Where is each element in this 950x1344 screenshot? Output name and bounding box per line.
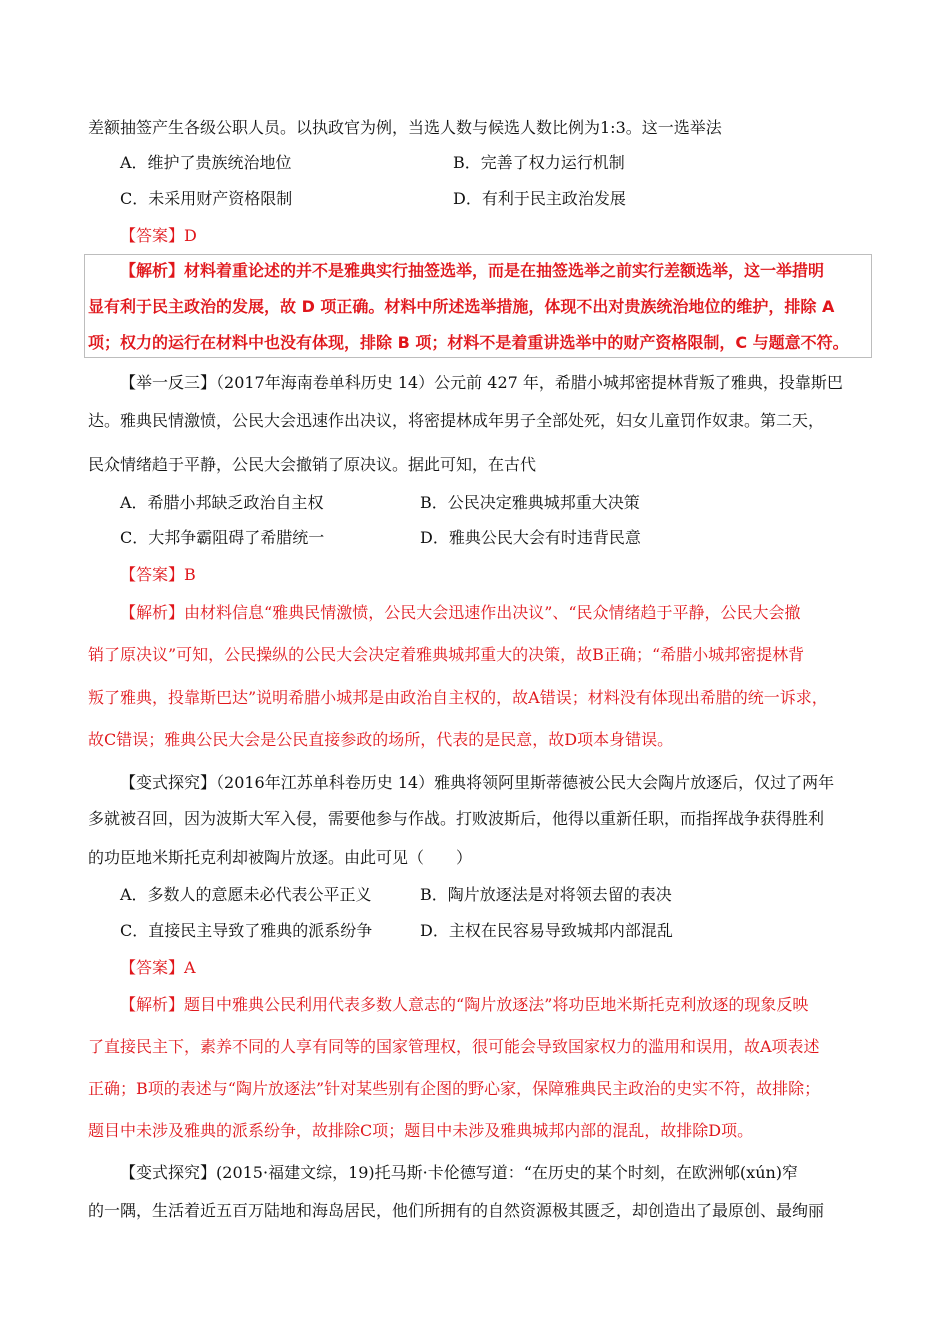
q2-analysis-line-3: 叛了雅典，投靠斯巴达”说明希腊小城邦是由政治自主权的，故A错误；材料没有体现出希腊的统一诉求， [88, 688, 828, 707]
q2-stem-line-2: 达。雅典民情激愤，公民大会迅速作出决议，将密提林成年男子全部处死，妇女儿童罚作奴隶。第二天， [88, 411, 825, 430]
q3-stem-line-2: 多就被召回，因为波斯大军入侵，需要他参与作战。打败波斯后，他得以重新任职，而指挥战争获得胜利 [88, 809, 825, 828]
q2-option-a: A．希腊小邦缺乏政治自主权 [120, 493, 324, 512]
q3-analysis-line-1: 【解析】题目中雅典公民利用代表多数人意志的“陶片放逐法”将功臣地米斯托克利放逐的现象反映 [120, 995, 809, 1014]
q2-stem-line-3: 民众情绪趋于平静，公民大会撤销了原决议。据此可知，在古代 [88, 455, 537, 474]
q4-stem-line-2: 的一隅，生活着近五百万陆地和海岛居民，他们所拥有的自然资源极其匮乏，却创造出了最原创、最绚丽 [88, 1201, 825, 1220]
q3-answer: 【答案】A [120, 958, 196, 977]
q4-stem-line-1: 【变式探究】(2015·福建文综，19)托马斯·卡伦德写道：“在历史的某个时刻，在欧洲郇(xún)窄 [120, 1163, 799, 1182]
q1-option-a: A．维护了贵族统治地位 [120, 153, 292, 172]
q2-option-c: C．大邦争霸阻碍了希腊统一 [120, 528, 325, 547]
q2-answer: 【答案】B [120, 565, 196, 584]
q1-stem: 差额抽签产生各级公职人员。以执政官为例，当选人数与候选人数比例为1:3。这一选举法 [88, 118, 722, 137]
q2-option-b: B．公民决定雅典城邦重大决策 [420, 493, 640, 512]
q1-analysis-line-1: 【解析】材料着重论述的并不是雅典实行抽签选举，而是在抽签选举之前实行差额选举，这一举措明 [120, 261, 825, 280]
q3-option-a: A．多数人的意愿未必代表公平正义 [120, 885, 372, 904]
q2-stem-line-1: 【举一反三】（2017年海南卷单科历史 14）公元前 427 年，希腊小城邦密提林背叛了雅典，投靠斯巴 [120, 373, 843, 392]
q3-analysis-line-2: 了直接民主下，素养不同的人享有同等的国家管理权，很可能会导致国家权力的滥用和误用，故A项表述 [88, 1037, 820, 1056]
q2-analysis-line-2: 销了原决议”可知，公民操纵的公民大会决定着雅典城邦重大的决策，故B正确；“希腊小城邦密提林背 [88, 645, 805, 664]
q3-stem-line-1: 【变式探究】（2016年江苏单科卷历史 14）雅典将领阿里斯蒂德被公民大会陶片放逐后，仅过了两年 [120, 773, 835, 792]
q3-analysis-line-3: 正确；B项的表述与“陶片放逐法”针对某些别有企图的野心家，保障雅典民主政治的史实不符，故排除； [88, 1079, 821, 1098]
q1-option-c: C．未采用财产资格限制 [120, 189, 293, 208]
q3-analysis-line-4: 题目中未涉及雅典的派系纷争，故排除C项；题目中未涉及雅典城邦内部的混乱，故排除D项。 [88, 1121, 754, 1140]
q1-answer: 【答案】D [120, 226, 197, 245]
q3-stem-line-3: 的功臣地米斯托克利却被陶片放逐。由此可见（ ） [88, 848, 473, 867]
q3-option-c: C．直接民主导致了雅典的派系纷争 [120, 921, 373, 940]
q1-option-b: B．完善了权力运行机制 [453, 153, 625, 172]
q1-option-d: D．有利于民主政治发展 [453, 189, 626, 208]
q3-option-d: D．主权在民容易导致城邦内部混乱 [420, 921, 673, 940]
q2-option-d: D．雅典公民大会有时违背民意 [420, 528, 641, 547]
q1-analysis-line-2: 显有利于民主政治的发展，故 D 项正确。材料中所述选举措施，体现不出对贵族统治地位的维护，排除 A [88, 297, 835, 316]
q3-option-b: B．陶片放逐法是对将领去留的表决 [420, 885, 672, 904]
q2-analysis-line-4: 故C错误；雅典公民大会是公民直接参政的场所，代表的是民意，故D项本身错误。 [88, 730, 674, 749]
q2-analysis-line-1: 【解析】由材料信息“雅典民情激愤，公民大会迅速作出决议”、“民众情绪趋于平静，公民大会撤 [120, 603, 801, 622]
q1-analysis-line-3: 项；权力的运行在材料中也没有体现，排除 B 项；材料不是着重讲选举中的财产资格限制，C 与题意不符。 [88, 333, 849, 352]
